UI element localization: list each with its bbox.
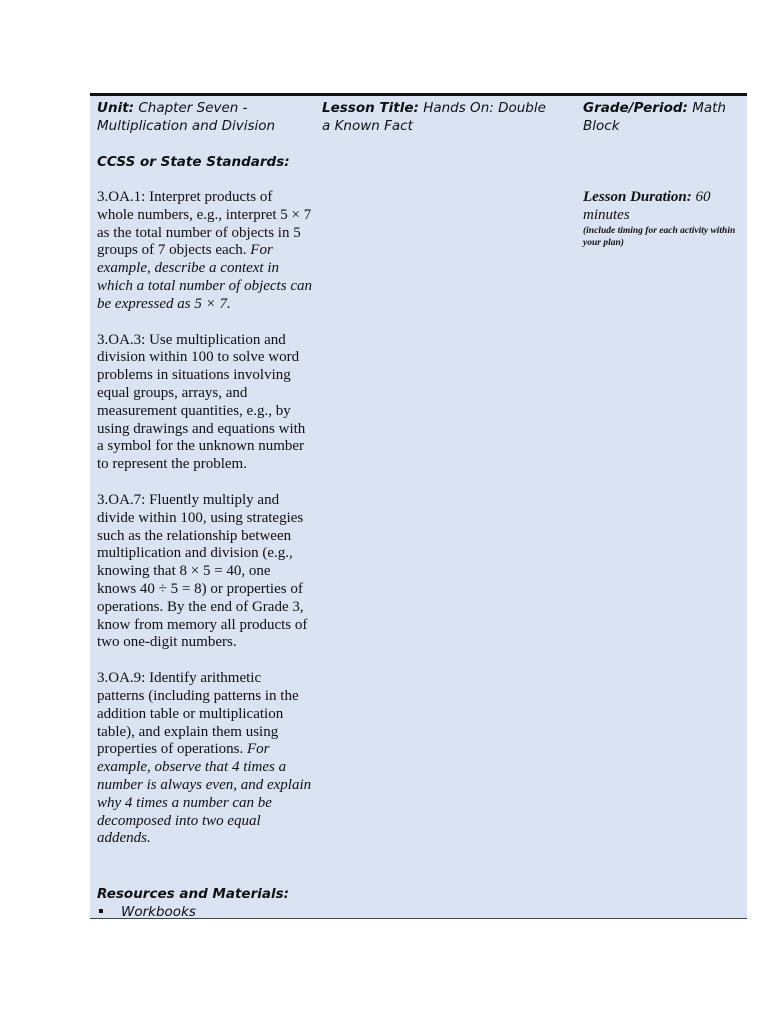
resource-item: Workbooks xyxy=(97,903,196,921)
lesson-title-label: Lesson Title: xyxy=(322,100,419,116)
lesson-plan-table xyxy=(90,93,747,919)
lesson-duration-value: 60 minutes xyxy=(583,189,711,223)
resources-heading: Resources and Materials: xyxy=(97,886,290,902)
lesson-duration-note: (include timing for each activity within your plan) xyxy=(583,225,736,248)
standard-3oa3: 3.OA.3: Use multiplication and division within 100 to solve word problems in situations involving equal groups, arrays, and measurement quantities, e.g., by using drawings and equations with a symbol for the unknown number to represent the problem. xyxy=(97,331,306,473)
standards-heading: CCSS or State Standards: xyxy=(97,154,290,170)
standard-3oa7: 3.OA.7: Fluently multiply and divide within 100, using strategies such as the relationship between multiplication and division (e.g., knowing that 8 × 5 = 40, one knows 40 ÷ 5 = 8) or properties of operations. By the end of Grade 3, know from memory all products of two one-digit numbers. xyxy=(97,491,308,651)
resources-list xyxy=(97,903,196,921)
unit-value: Chapter Seven - Multiplication and Division xyxy=(97,100,276,134)
standard-3oa1: 3.OA.1: Interpret products of whole numbers, e.g., interpret 5 × 7 as the total number of objects in 5 groups of 7 objects each. For example, describe a context in which a total number of objects can be expressed as 5 × 7. xyxy=(97,189,312,312)
grade-header xyxy=(583,99,743,135)
unit-label: Unit: xyxy=(97,100,135,116)
lesson-duration xyxy=(583,189,743,225)
lesson-title-value: Hands On: Double a Known Fact xyxy=(322,100,546,134)
standard-3oa9: 3.OA.9: Identify arithmetic patterns (including patterns in the addition table or multiplication table), and explain them using properties of operations. For example, observe that 4 times a number is always even, and explain why 4 times a number can be decomposed into two equal addends. xyxy=(97,670,312,847)
grade-value: Math Block xyxy=(583,100,726,134)
column-grade xyxy=(583,96,743,249)
grade-label: Grade/Period: xyxy=(583,100,688,116)
column-lesson-title xyxy=(322,96,547,135)
column-unit xyxy=(97,96,312,848)
lesson-duration-label: Lesson Duration: xyxy=(583,189,692,205)
lesson-title-header xyxy=(322,99,547,135)
unit-header xyxy=(97,99,312,135)
